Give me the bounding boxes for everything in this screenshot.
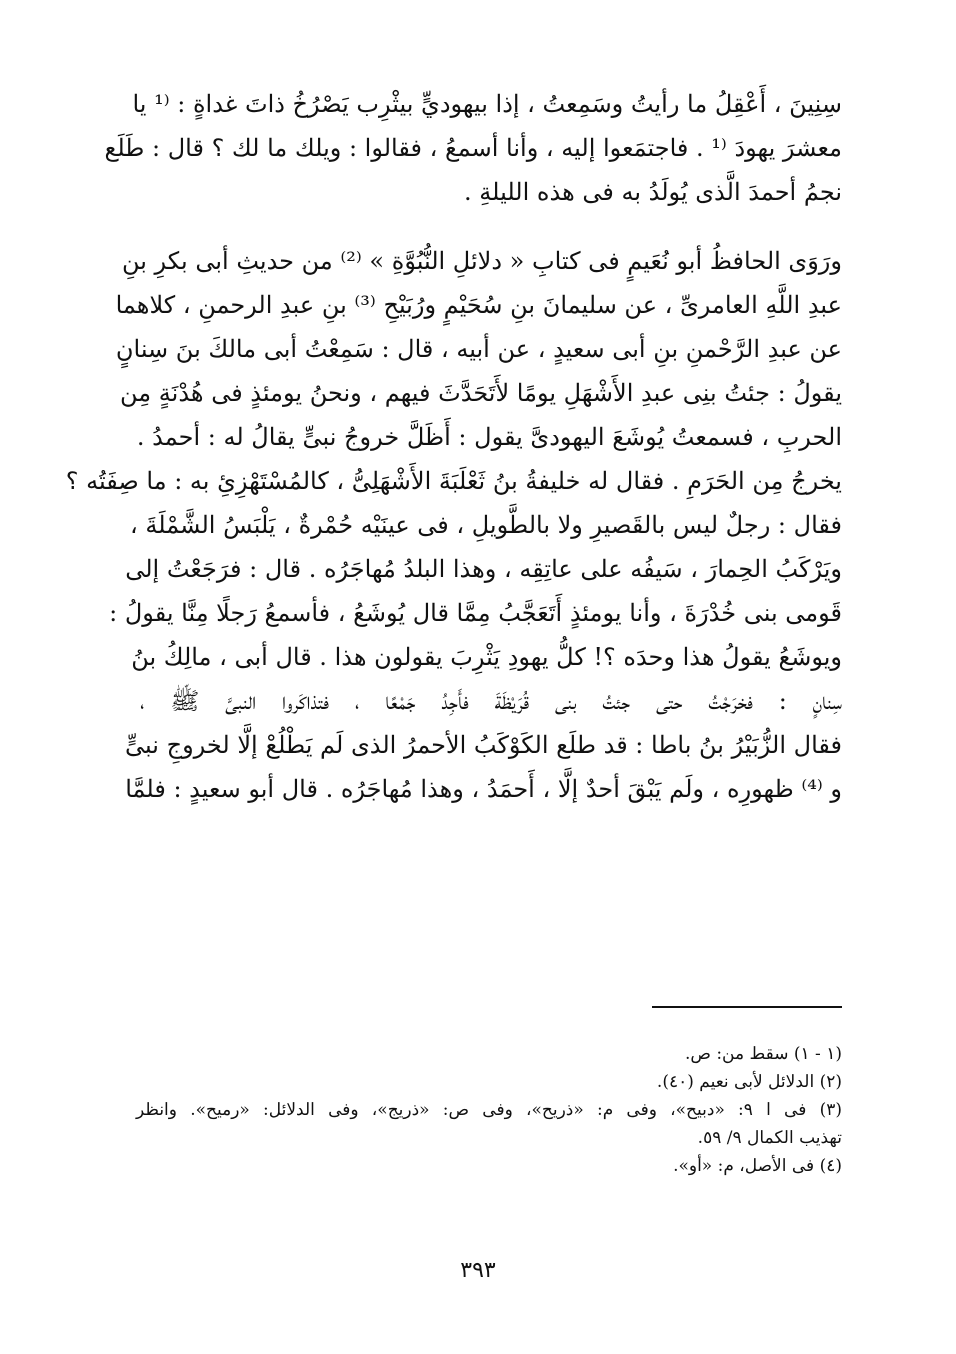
text-line: نجمُ أحمدَ الَّذى يُولَدُ به فى هذه الليلةِ . bbox=[464, 178, 842, 206]
text-line: قَومى بنى خُدْرَةَ ، وأنا يومئذٍ أَتَعَجَّبُ مِمَّا قال يُوشَعُ ، فأسمعُ رَجلًا مِنَّا يقولُ : bbox=[109, 599, 842, 627]
footnote-3: (٣) فى ا ٩: «دبيح»، وفى م: «ذريح»، وفى ص: «ذريج»، وفى الدلائل: «رميح». وانظر bbox=[136, 1100, 842, 1120]
text-line: فقال : رجلٌ ليس بالقَصيرِ ولا بالطَّويلِ ، فى عينَيْه حُمْرةٌ ، يَلْبَسُ الشَّمْلَةَ ، bbox=[130, 511, 842, 539]
footnotes bbox=[136, 1040, 842, 1180]
text-line: سِنانٍ : فخرَجْتُ حتى جئتُ بنى قُرَيْظَةَ فأَجِدُ جَمْعًا ، فتذاكَروا النبىَّ ﷺ ، bbox=[140, 687, 842, 715]
text-line: يخرجُ مِن الحَرَمِ . فقال له خليفةُ بنُ ثَعْلَبَةَ الأَشْهَلِىُّ ، كالمُسْتَهْزِئِ به : ما صِفَتُه ؟ bbox=[65, 467, 842, 495]
footnote-4: (٤) فى الأصل، م: «أو». bbox=[673, 1156, 842, 1176]
text-line: عن عبدِ الرَّحْمنِ بنِ أبى سعيدٍ ، عن أبيه ، قال : سَمِعْتُ أبى مالكَ بنَ سِنانٍ bbox=[115, 335, 842, 363]
footnote-2: (٢) الدلائل لأبى نعيم (٤٠). bbox=[656, 1072, 842, 1092]
paragraph-spacer bbox=[140, 214, 842, 239]
text-line: سِنِينَ ، أَعْقِلُ ما رأيتُ وسَمِعتُ ، إذا بيهوديٍّ بيثْرِب يَصْرُخُ ذاتَ غداةٍ : ⁽¹ يا bbox=[132, 90, 842, 118]
text-line: ويَرْكَبُ الحِمارَ ، سَيفُه على عاتِقِه ، وهذا البلدُ مُهاجَرُه . قال : فرَجَعْتُ إلى bbox=[125, 555, 842, 583]
text-line: يقولُ : جئتُ بنِى عبدِ الأَشْهَلِ يومًا لأَتَحَدَّثَ فيهم ، ونحنُ يومئذٍ فى هُدْنَةٍ مِن bbox=[120, 379, 842, 407]
paragraph-1 bbox=[104, 82, 842, 214]
page-number: ٣٩٣ bbox=[460, 1258, 496, 1283]
footnote-1: (١ - ١) سقط من: ص. bbox=[684, 1044, 842, 1064]
text-line: ويوشَعُ يقولُ هذا وحدَه ؟! كلُّ يهودِ يَثْرِبَ يقولون هذا . قال أبى ، مالِكُ بنُ bbox=[131, 643, 842, 671]
footnote-3-continued: تهذيب الكمال ٩/ ٥٩. bbox=[697, 1128, 842, 1148]
text-line: الحربِ ، فسمعتُ يُوشَعَ اليهودىَّ يقول : أَظَلَّ خروجُ نبىٍّ يقالُ له : أحمدُ . bbox=[136, 423, 842, 451]
footnote-divider bbox=[652, 1006, 842, 1008]
text-line: عبدِ اللَّهِ العامرىِّ ، عن سليمانَ بنِ سُحَيْمٍ ورُبَيْحِ ⁽³⁾ بنِ عبدِ الرحمنِ ، كلاهما bbox=[115, 291, 842, 319]
paragraph-2 bbox=[65, 239, 842, 811]
text-line: معشرَ يهودَ ⁽¹ . فاجتمَعوا إليه ، وأنا أسمعُ ، فقالوا : ويلك ما لك ؟ قال : طَلَع bbox=[104, 134, 842, 162]
text-line: و ⁽⁴⁾ ظهورِه ، ولَم يَبْقَ أحدٌ إلَّا ، أَحمَدُ ، وهذا مُهاجَرُه . قال أبو سعيدٍ : فلمَّا bbox=[125, 775, 842, 803]
main-text bbox=[65, 82, 842, 811]
text-line: فقال الزُّبَيْرُ بنُ باطا : قد طلَع الكَوْكَبُ الأحمرُ الذى لَم يَطْلُعْ إلَّا لخروجِ نبىٍّ bbox=[125, 731, 842, 759]
text-line: ورَوَى الحافظُ أبو نُعَيمٍ فى كتابِ « دلائلِ النُّبُوَّةِ » ⁽²⁾ من حديثِ أبى بكرِ بنِ bbox=[121, 247, 842, 275]
